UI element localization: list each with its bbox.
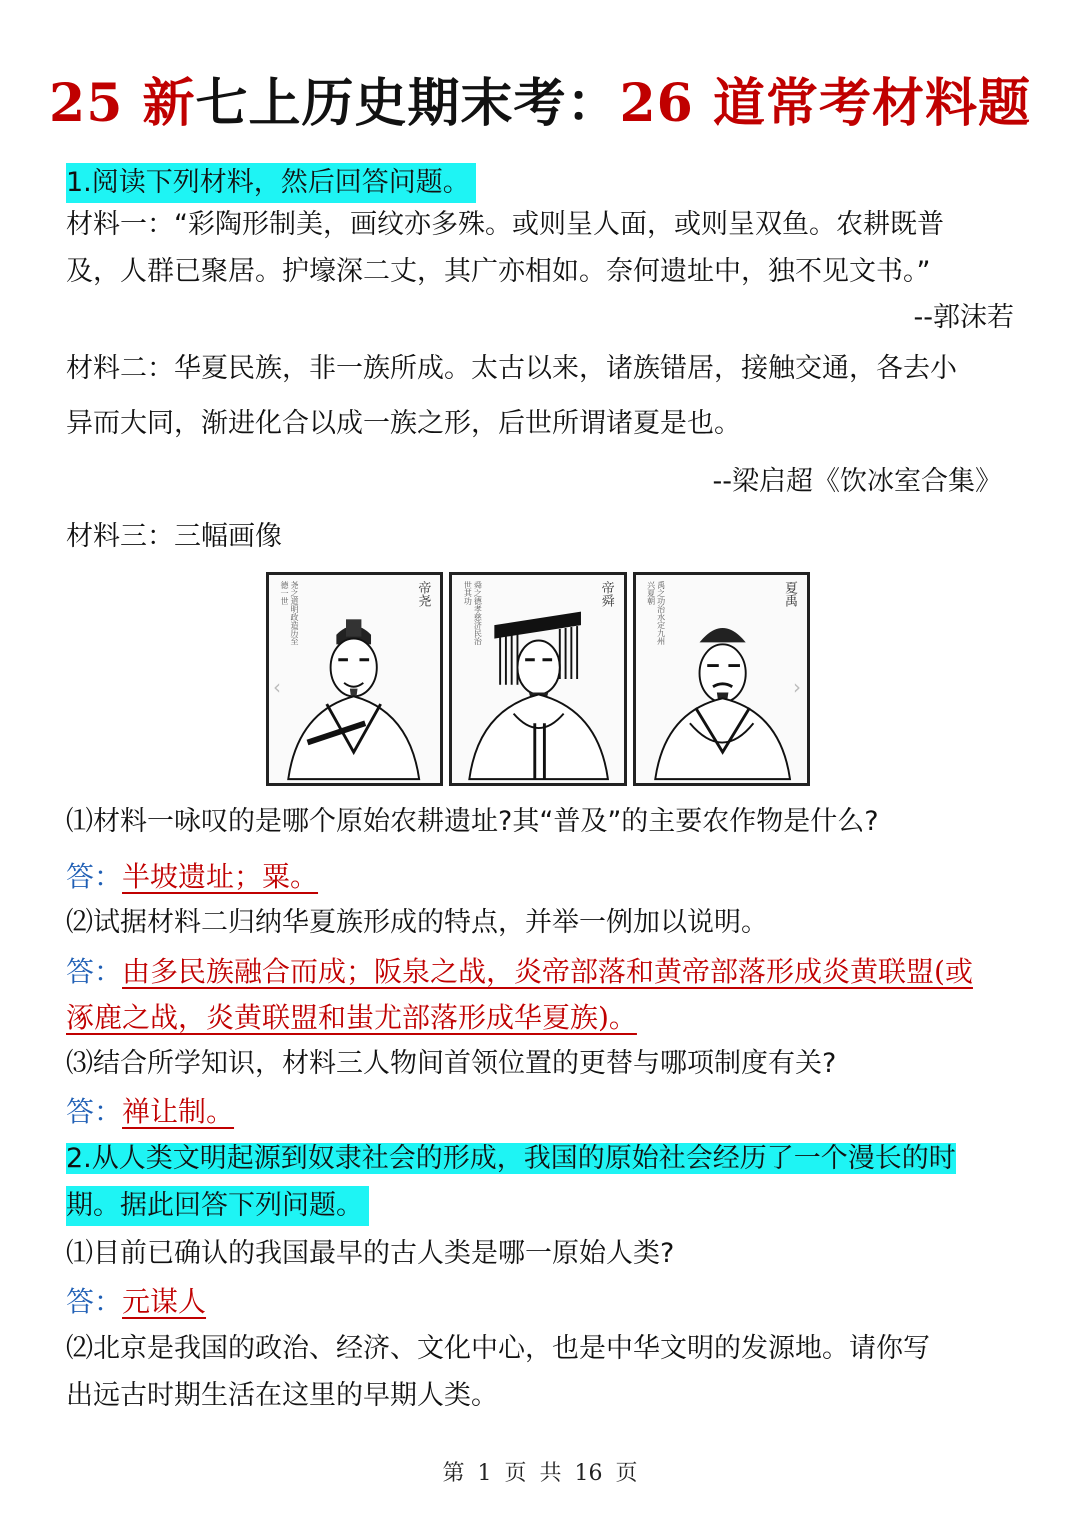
- portrait-inscription: 舜之德孝慈济民治世其功: [463, 581, 483, 645]
- q1-answer-3-row: [66, 1092, 1026, 1133]
- q2-heading-row1: [66, 1139, 1026, 1179]
- q2-heading-line1: 2.从人类文明起源到奴隶社会的形成，我国的原始社会经历了一个漫长的时: [66, 1143, 956, 1174]
- q2-sub-question-1: ⑴目前已确认的我国最早的古人类是哪一原始人类?: [66, 1238, 675, 1269]
- portrait-name: 帝尧: [415, 581, 431, 607]
- q1-answer-1: 半坡遗址；粟。: [122, 860, 319, 893]
- q1-heading-row: [66, 163, 1026, 203]
- q1-material1-line2: 及，人群已聚居。护壕深二丈，其广亦相如。奈何遗址中，独不见文书。”: [66, 256, 931, 287]
- q1-sub-question-3: ⑶结合所学知识，材料三人物间首领位置的更替与哪项制度有关?: [66, 1048, 837, 1079]
- q1-sub-question-1: ⑴材料一咏叹的是哪个原始农耕遗址?其“普及”的主要农作物是什么?: [66, 806, 879, 837]
- q2-sub-question-2-line1: ⑵北京是我国的政治、经济、文化中心，也是中华文明的发源地。请你写: [66, 1333, 930, 1364]
- portrait-yao-drawing: [269, 575, 440, 783]
- page-title: [0, 62, 1080, 146]
- q1-material2-source: --梁启超《饮冰室合集》: [712, 466, 1002, 497]
- q1-material1-source: --郭沫若: [913, 302, 1014, 333]
- answer-label: 答：: [66, 1285, 123, 1318]
- q2-heading-line2: 期。据此回答下列问题。: [66, 1186, 369, 1226]
- q1-heading: 1.阅读下列材料，然后回答问题。: [66, 163, 476, 203]
- portrait-panel-shun: [449, 572, 626, 786]
- q1-material3: 材料三：三幅画像: [66, 521, 282, 552]
- title-part-1: 25 新: [49, 73, 196, 134]
- portrait-figure: [266, 572, 810, 786]
- q2-sub-question-2-line2: 出远古时期生活在这里的早期人类。: [66, 1380, 498, 1411]
- q1-answer-2-row: [66, 952, 1026, 993]
- prev-arrow-icon: ‹: [273, 675, 281, 699]
- q1-answer-3: 禅让制。: [122, 1095, 235, 1128]
- portrait-inscription: 尧之道明政造历至德一世: [280, 581, 299, 645]
- portrait-shun-drawing: [452, 575, 623, 783]
- q2-answer-1: 元谋人: [122, 1285, 207, 1318]
- q1-answer-1-row: [66, 857, 1026, 898]
- q1-answer-2-row2: [66, 998, 1026, 1039]
- portrait-inscription: 禹之功治水定九州兴夏朝: [646, 581, 666, 645]
- portrait-yu-drawing: [636, 575, 807, 783]
- answer-label: 答：: [66, 1095, 123, 1128]
- q1-answer-2-line1: 由多民族融合而成；阪泉之战，炎帝部落和黄帝部落形成炎黄联盟(或: [122, 955, 973, 988]
- title-part-3: 26 道常考材料题: [619, 73, 1031, 134]
- portrait-name: 夏禹: [781, 581, 797, 607]
- q1-material2-line2: 异而大同，渐进化合以成一族之形，后世所谓诸夏是也。: [66, 408, 741, 439]
- q1-material1-line1: 材料一：“彩陶形制美，画纹亦多殊。或则呈人面，或则呈双鱼。农耕既普: [66, 209, 944, 240]
- answer-label: 答：: [66, 955, 123, 988]
- portrait-panel-yu: [633, 572, 810, 786]
- q2-heading-row2: [66, 1186, 1026, 1226]
- portrait-panel-yao: [266, 572, 443, 786]
- q2-answer-1-row: [66, 1282, 1026, 1323]
- q1-answer-2-line2: 涿鹿之战，炎黄联盟和蚩尤部落形成华夏族)。: [66, 1001, 637, 1034]
- q1-material2-line1: 材料二：华夏民族，非一族所成。太古以来，诸族错居，接触交通，各去小: [66, 353, 957, 384]
- page-footer: 第 1 页 共 16 页: [442, 1461, 638, 1486]
- title-part-2: 七上历史期末考：: [195, 73, 620, 134]
- answer-label: 答：: [66, 860, 123, 893]
- q1-sub-question-2: ⑵试据材料二归纳华夏族形成的特点，并举一例加以说明。: [66, 907, 768, 938]
- portrait-name: 帝舜: [598, 581, 614, 607]
- next-arrow-icon: ›: [792, 675, 801, 699]
